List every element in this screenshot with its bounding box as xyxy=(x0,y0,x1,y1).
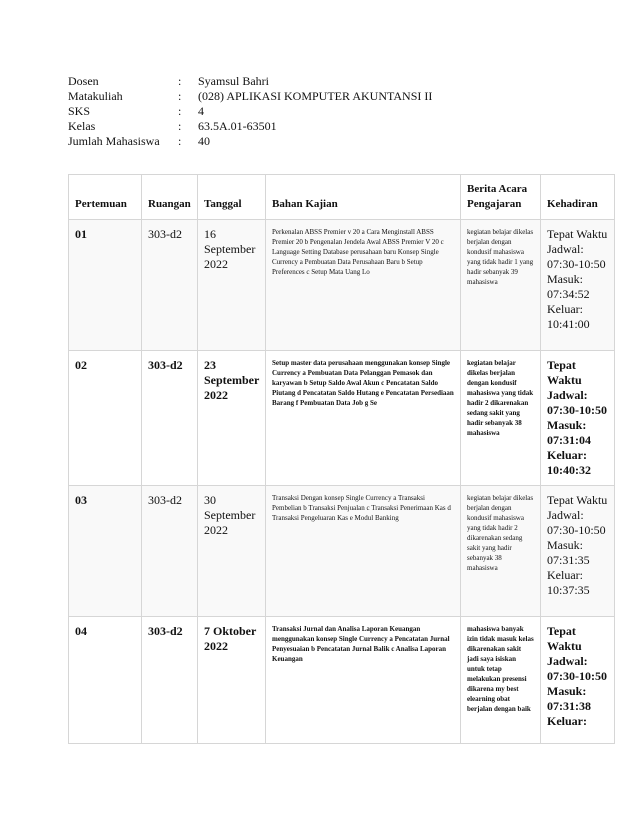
info-value: 4 xyxy=(198,104,204,118)
cell-bahan-kajian: Setup master data perusahaan menggunakan konsep Single Currency a Pembuatan Data Pelanggan Pemasok dan karyawan b Setup Saldo Awal Akun c Pencatatan Saldo Piutang d Pencatatan Saldo Hutang e Pencatatan Persediaan Barang f Pembuatan Data Job g Se xyxy=(266,351,461,486)
cell-bahan-kajian: Transaksi Dengan konsep Single Currency a Transaksi Pembelian b Transaksi Penjualan c Transaksi Penerimaan Kas d Transaksi Pengeluaran Kas e Modul Banking xyxy=(266,486,461,617)
cell-bahan-kajian: Perkenalan ABSS Premier v 20 a Cara Menginstall ABSS Premier 20 b Pengenalan Jendela Awal ABSS Premier V 20 c Language Setting Database perusahaan baru Konsep Single Currency a Pembuatan Data Perusahaan Baru b Setup Preferences c Setup Mata Uang Lo xyxy=(266,220,461,351)
column-header-berita-acara: Berita Acara Pengajaran xyxy=(461,175,541,220)
info-value: (028) APLIKASI KOMPUTER AKUNTANSI II xyxy=(198,89,433,103)
cell-tanggal: 16 September 2022 xyxy=(198,220,266,351)
cell-berita-acara: kegiatan belajar dikelas berjalan dengan kondusif mahasiswa yang tidak hadir 2 dikarenakan sedang sakit yang hadir sebanyak 38 mahasiswa xyxy=(461,351,541,486)
info-separator: : xyxy=(178,134,182,148)
info-row-kelas xyxy=(68,119,432,134)
column-header-tanggal: Tanggal xyxy=(198,175,266,220)
info-value: 63.5A.01-63501 xyxy=(198,119,277,133)
column-header-kehadiran: Kehadiran xyxy=(541,175,615,220)
table-header-row xyxy=(69,175,615,220)
attendance-table xyxy=(68,174,615,744)
cell-kehadiran: Tepat Waktu Jadwal: 07:30-10:50 Masuk: 07:31:38 Keluar: xyxy=(541,617,615,744)
info-separator: : xyxy=(178,104,182,118)
cell-ruangan: 303-d2 xyxy=(142,486,198,617)
cell-berita-acara: mahasiswa banyak izin tidak masuk kelas dikarenakan sakit jadi saya isiskan untuk tetap melakukan presensi dikarena my best elearning obat berjalan dengan baik xyxy=(461,617,541,744)
cell-tanggal: 23 September 2022 xyxy=(198,351,266,486)
info-separator: : xyxy=(178,74,182,88)
info-label: Kelas xyxy=(68,119,96,133)
info-value: 40 xyxy=(198,134,210,148)
cell-pertemuan: 01 xyxy=(69,220,142,351)
cell-pertemuan: 04 xyxy=(69,617,142,744)
cell-berita-acara: kegiatan belajar dikelas berjalan dengan kondusif mahasiswa yang tidak hadir 2 dikarenakan sedang sakit yang hadir sebanyak 38 mahasiswa xyxy=(461,486,541,617)
info-row-sks xyxy=(68,104,432,119)
info-label: Dosen xyxy=(68,74,99,88)
column-header-bahan-kajian: Bahan Kajian xyxy=(266,175,461,220)
cell-tanggal: 30 September 2022 xyxy=(198,486,266,617)
info-separator: : xyxy=(178,89,182,103)
table-row xyxy=(69,220,615,351)
info-value: Syamsul Bahri xyxy=(198,74,269,88)
table-row xyxy=(69,486,615,617)
cell-ruangan: 303-d2 xyxy=(142,617,198,744)
info-separator: : xyxy=(178,119,182,133)
info-label: SKS xyxy=(68,104,91,118)
info-row-dosen xyxy=(68,74,432,89)
info-row-jumlah-mahasiswa xyxy=(68,134,432,149)
cell-bahan-kajian: Transaksi Jurnal dan Analisa Laporan Keuangan menggunakan konsep Single Currency a Pencatatan Jurnal Penyesuaian b Pencatatan Jurnal Balik c Analisa Laporan Keuangan xyxy=(266,617,461,744)
column-header-pertemuan: Pertemuan xyxy=(69,175,142,220)
cell-kehadiran: Tepat Waktu Jadwal: 07:30-10:50 Masuk: 07:34:52 Keluar: 10:41:00 xyxy=(541,220,615,351)
cell-pertemuan: 03 xyxy=(69,486,142,617)
course-info xyxy=(68,74,432,149)
cell-pertemuan: 02 xyxy=(69,351,142,486)
table-row xyxy=(69,617,615,744)
cell-ruangan: 303-d2 xyxy=(142,351,198,486)
info-label: Jumlah Mahasiswa xyxy=(68,134,160,148)
table-row xyxy=(69,351,615,486)
cell-berita-acara: kegiatan belajar dikelas berjalan dengan kondusif mahasiswa yang tidak hadir 1 yang hadir sebanyak 39 mahasiswa xyxy=(461,220,541,351)
info-label: Matakuliah xyxy=(68,89,123,103)
cell-ruangan: 303-d2 xyxy=(142,220,198,351)
cell-tanggal: 7 Oktober 2022 xyxy=(198,617,266,744)
cell-kehadiran: Tepat Waktu Jadwal: 07:30-10:50 Masuk: 07:31:35 Keluar: 10:37:35 xyxy=(541,486,615,617)
cell-kehadiran: Tepat Waktu Jadwal: 07:30-10:50 Masuk: 07:31:04 Keluar: 10:40:32 xyxy=(541,351,615,486)
column-header-ruangan: Ruangan xyxy=(142,175,198,220)
info-row-matakuliah xyxy=(68,89,432,104)
